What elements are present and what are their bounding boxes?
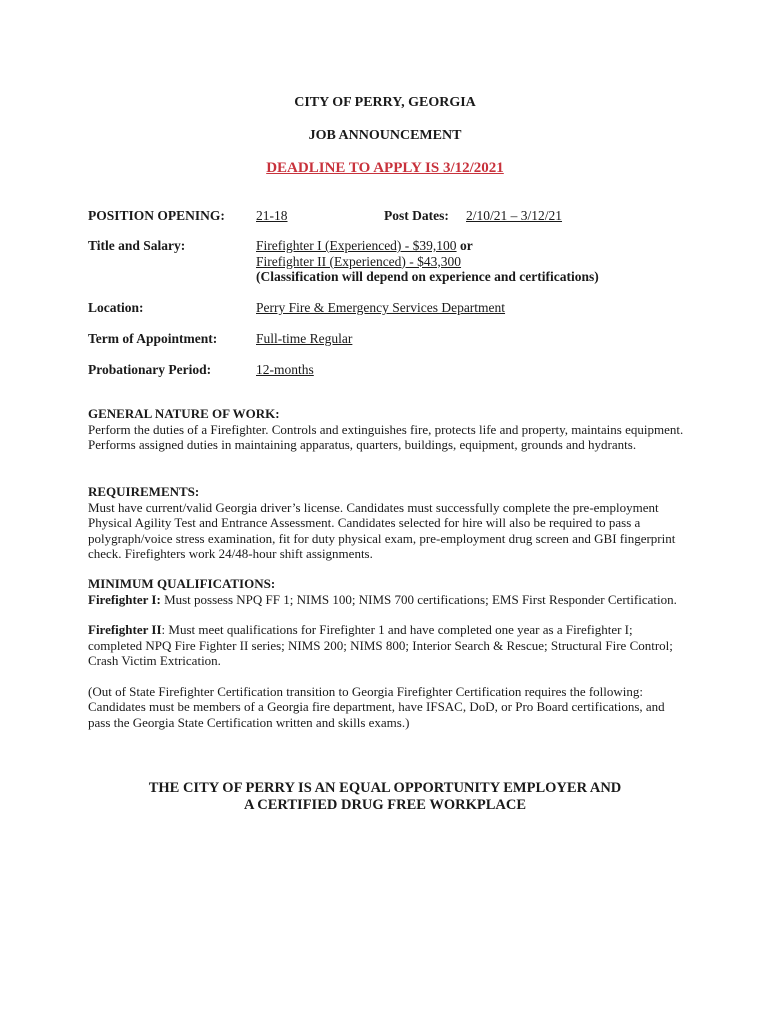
- post-dates-value: 2/10/21 – 3/12/21: [466, 208, 563, 223]
- firefighter-1-qualification: [88, 592, 688, 608]
- firefighter-2-text: : Must meet qualifications for Firefighter 1 and have completed one year as a Firefighter I; completed NPQ Fire Fighter II series; NIMS 200; NIMS 800; Interior Search & Rescue; Structural Fire Control; Crash Victim Extrication.: [88, 622, 673, 668]
- probation-value: 12-months: [256, 362, 314, 377]
- qualifications-section: [88, 576, 688, 730]
- qualifications-title: MINIMUM QUALIFICATIONS:: [88, 576, 276, 591]
- firefighter-2-salary: Firefighter II (Experienced) - $43,300: [256, 253, 462, 269]
- general-nature-section: [88, 406, 688, 453]
- requirements-text: Must have current/valid Georgia driver’s license. Candidates must successfully complete the pre-employment Physical Agility Test and Entrance Assessment. Candidates selected for hire will also be required to pass a polygraph/voice stress examination, fit for duty physical exam, pre-employment drug screen and GBI fingerprint check. Firefighters work 24/48-hour shift assignments.: [88, 499, 676, 561]
- out-of-state-note: (Out of State Firefighter Certification transition to Georgia Firefighter Certification requires the following: Candidates must be members of a Georgia fire department, have IFSAC, DoD, or Pro Board certifications, and pass the Georgia State Certification written and skills exams.): [88, 683, 665, 730]
- requirements-title: REQUIREMENTS:: [88, 484, 200, 499]
- term-label: Term of Appointment:: [88, 331, 218, 346]
- title-salary-label: Title and Salary:: [88, 238, 186, 253]
- footer-line-2: A CERTIFIED DRUG FREE WORKPLACE: [243, 797, 526, 813]
- general-nature-title: GENERAL NATURE OF WORK:: [88, 406, 280, 421]
- firefighter-1-salary: Firefighter I (Experienced) - $39,100: [256, 238, 457, 253]
- title-salary-values: [256, 238, 599, 285]
- equal-opportunity-footer: [0, 780, 770, 814]
- position-label: POSITION OPENING:: [88, 208, 225, 223]
- general-nature-text: Perform the duties of a Firefighter. Controls and extinguishes fire, protects life and property, maintains equipment. Performs assigned duties in maintaining apparatus, quarters, buildings, equipment, grounds and hydrants.: [88, 421, 684, 452]
- deadline-notice: DEADLINE TO APPLY IS 3/12/2021: [266, 160, 504, 176]
- firefighter-2-label: Firefighter II: [88, 622, 162, 637]
- or-text: or: [456, 238, 473, 253]
- position-value: 21-18: [256, 208, 288, 223]
- firefighter-1-text: Must possess NPQ FF 1; NIMS 100; NIMS 700 certifications; EMS First Responder Certification.: [160, 591, 677, 607]
- firefighter-1-label: Firefighter I:: [88, 591, 161, 607]
- footer-line-1: THE CITY OF PERRY IS AN EQUAL OPPORTUNITY EMPLOYER AND: [148, 780, 622, 796]
- city-heading: CITY OF PERRY, GEORGIA: [294, 95, 476, 110]
- location-label: Location:: [88, 300, 144, 315]
- post-dates-label: Post Dates:: [384, 208, 449, 223]
- requirements-section: [88, 484, 688, 562]
- classification-note: (Classification will depend on experience and certifications): [256, 269, 599, 284]
- term-value: Full-time Regular: [256, 331, 353, 346]
- location-value: Perry Fire & Emergency Services Department: [256, 300, 506, 315]
- probation-label: Probationary Period:: [88, 362, 212, 377]
- firefighter-2-qualification: [88, 622, 688, 669]
- announcement-heading: JOB ANNOUNCEMENT: [308, 128, 462, 143]
